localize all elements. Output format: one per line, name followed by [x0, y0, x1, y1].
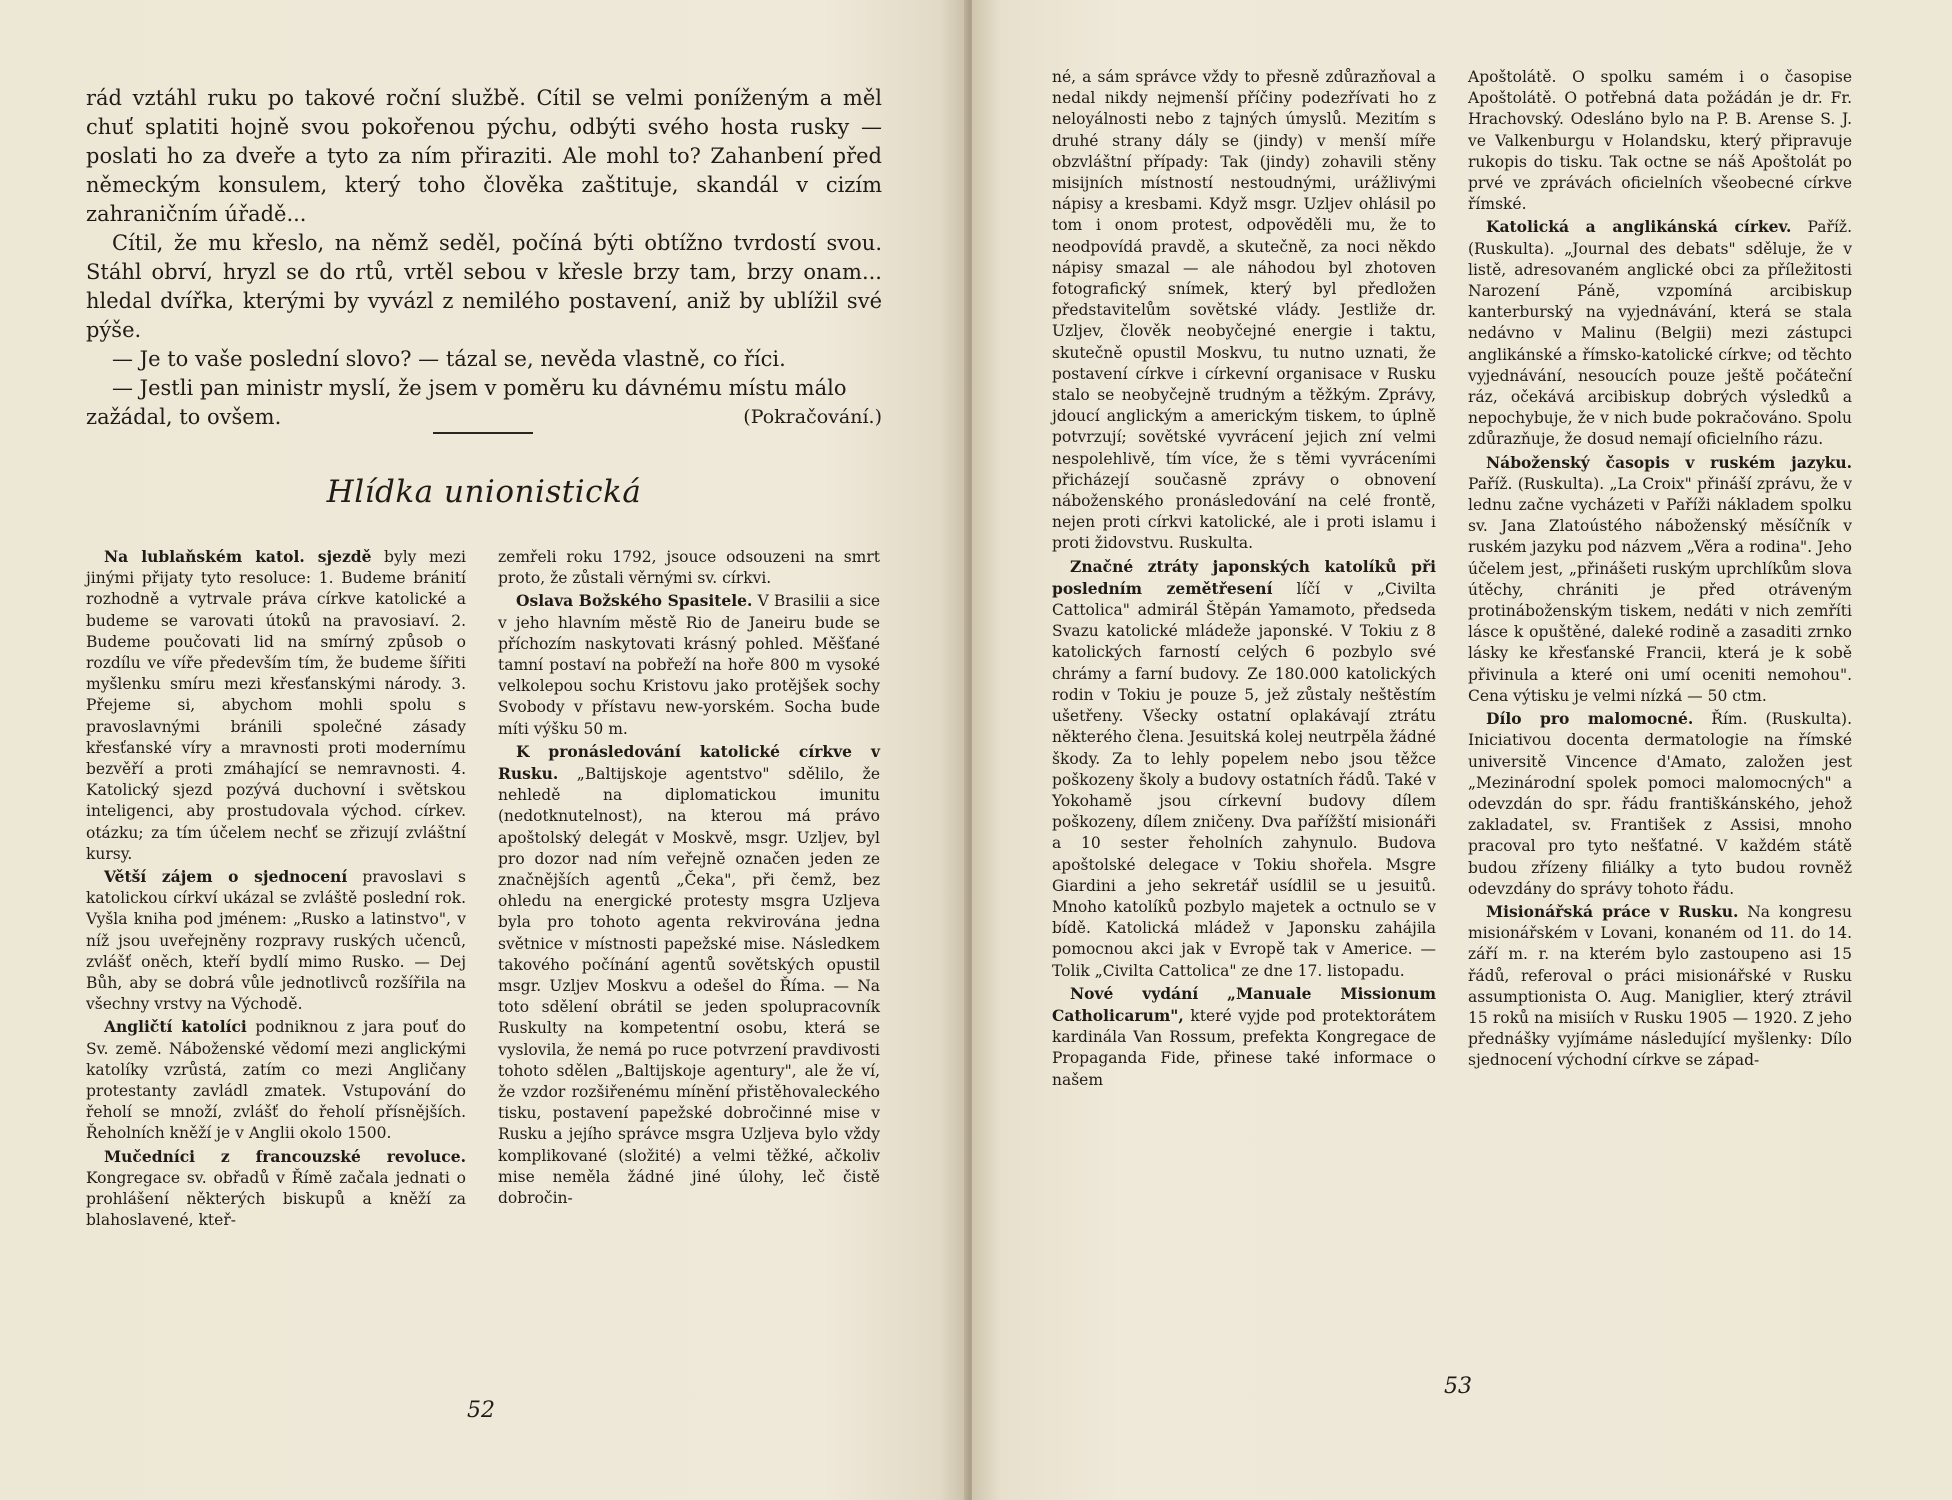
news-item	[86, 866, 466, 1015]
news-item	[1468, 216, 1852, 450]
news-text: zemřeli roku 1792, jsouce odsouzeni na smrt proto, že zůstali věrnými sv. církvi.	[498, 548, 880, 588]
news-lead: Značné ztráty japonských katolíků při posledním zemětřesení	[1052, 556, 1436, 598]
news-item	[498, 590, 880, 739]
news-text: podniknou z jara pouť do Sv. země. Náboženské vědomí mezi anglickými katolíky vzrůstá, zatím co mezi Angličany protestanty zavládl zmatek. Vstupování do řeholí se množí, zvlášť do řeholí přísnějších. Řeholních kněží je v Anglii okolo 1500.	[86, 1018, 466, 1143]
news-text: Paříž. (Ruskulta). „Journal des debats" sděluje, že v listě, adresovaném anglické obci za příležitosti Narození Páně, vzpomíná arcibiskup kanterburský na vyjednávání, která se stala nedávno v Malinu (Belgii) mezi zástupci anglikánské a římsko-katolické církve; od těchto vyjednávání, nesoucích pouze ještě počáteční ráz, očekává arcibiskup dobrých výsledků a nepochybuje, že v nich bude pokračováno. Spolu zdůrazňuje, že dosud nemají oficielního rázu.	[1468, 218, 1852, 449]
intro-text	[86, 84, 882, 429]
continued-note: (Pokračování.)	[743, 406, 882, 428]
news-lead: Mučedníci z francouzské revoluce.	[104, 1146, 466, 1166]
news-text: líčí v „Civilta Cattolica" admirál Štěpán Yamamoto, předseda Svazu katolické mládeže japonské. V Tokiu z 8 katolických farností celých 6 pozbylo své chrámy a farní budovy. Ze 180.000 katolických rodin v Tokiu je pouze 5, jež zůstaly neštěstím ušetřeny. Všecky ostatní oplakávají ztrátu některého člena. Jesuitská kolej neutrpěla žádné škody. Za to lehly popelem nebo jsou těžce poškozeny školy a budovy ostatních řádů. Také v Yokohamě jsou církevní budovy dílem poškozeny, dílem zničeny. Dva pařížští misionáři a 10 sester řeholních zahynulo. Budova apoštolské delegace v Tokiu shořela. Msgre Giardini a jeho sekretář usídlil se u jesuitů. Mnoho katolíků pozbylo majetek a octnulo se v bídě. Katolická mládež v Japonsku zahájila pomocnou akci jak v Evropě tak v Americe. — Tolik „Civilta Cattolica" ze dne 17. listopadu.	[1052, 579, 1437, 980]
news-text: Na kongresu misionářském v Lovani, konaném od 11. do 14. září m. r. na kterém bylo zastoupeno asi 15 řádů, referoval o práci misionářské v Rusku assumptionista O. Aug. Maniglier, který ztrávil 15 roků na misiích v Rusku 1905 — 1920. Z jeho přednášky vyjímáme následující myšlenky: Dílo sjednocení východní církve se západ-	[1468, 902, 1852, 1070]
news-item	[86, 1146, 466, 1232]
news-text: Řím. (Ruskulta). Iniciativou docenta dermatologie na římské universitě Vincence d'Amato, založen jest „Mezinárodní spolek pomoci malomocných" a odevzdán do spr. řádu františkánského, jehož zakladatel, sv. František z Assisi, mnoho pracoval pro tyto nešťatné. V každém státě budou zřízeny filiálky a tyto budou rovněž odevzdány do správy tohoto řádu.	[1468, 710, 1852, 898]
news-lead: Angličtí katolíci	[104, 1017, 247, 1037]
intro-paragraph: rád vztáhl ruku po takové roční službě. Cítil se velmi poníženým a měl chuť splatiti hojně svou pokořenou pýchu, odbýti svého hosta rusky — poslati ho za dveře a tyto za ním přiraziti. Ale mohl to? Zahanbení před německým konsulem, který toho člověka zaštituje, skandál v cizím zahraničním úřadě...	[86, 86, 882, 226]
news-lead: Dílo pro malomocné.	[1486, 709, 1694, 729]
news-text: V Brasilii a sice v jeho hlavním městě Rio de Janeiru bude se příchozím naskytovati krásný pohled. Měšťané tamní postaví na pobřeží na hoře 800 m vysoké velkolepou sochu Kristovu jako protějšek sochy Svobody v přístavu new-yorském. Socha bude míti výšku 50 m.	[498, 592, 880, 738]
news-item	[86, 1016, 466, 1144]
intro-paragraph: — Jestli pan ministr myslí, že jsem v poměru ku dávnému místu málo zažádal, to ovšem.	[86, 376, 847, 429]
news-lead: Na lublaňském katol. sjezdě	[104, 547, 372, 566]
news-item	[498, 546, 880, 589]
news-text: Kongregace sv. obřadů v Římě začala jednati o prohlášení některých biskupů a kněží za blahoslavené, kteř-	[86, 1168, 466, 1230]
news-item	[498, 741, 880, 1209]
news-lead: K pronásledování katolické církve v Rusku.	[498, 741, 880, 784]
section-divider	[433, 432, 533, 434]
news-item	[1468, 452, 1852, 707]
news-item	[1052, 66, 1436, 555]
news-lead: Oslava Božského Spasitele.	[516, 591, 753, 611]
news-lead: Nové vydání „Manuale Missionum Catholicarum",	[1052, 983, 1436, 1025]
news-lead: Větší zájem o sjednocení	[104, 867, 348, 887]
column-2	[498, 546, 880, 1368]
news-item	[1468, 708, 1852, 900]
news-text: pravoslavi s katolickou církví ukázal se zvláště poslední rok. Vyšla kniha pod jménem: „Rusko a latinstvo", v níž jsou uveřejněny rozpravy ruských učenců, zvlášť oněch, kteří bydlí mimo Rusko. — Dej Bůh, aby se dobrá vůle jednotlivců rozšířila na všechny vrstvy na Východě.	[86, 868, 466, 1014]
intro-paragraph: — Je to vaše poslední slovo? — tázal se, nevěda vlastně, co říci.	[112, 347, 786, 371]
column-1	[86, 546, 466, 1368]
news-text: „Baltijskoje agentstvo" sdělilo, že nehledě na diplomatickou imunitu (nedotknutelnost), na kterou má právo apoštolský delegát v Moskvě, msgr. Uzljev, byl pro dozor nad ním veřejně označen jeden ze značnějších agentů „Čeka", při čemž, bez ohledu na energické protesty msgra Uzljeva byla pro tohoto agenta rekvirována jedna světnice v místnosti papežské mise. Následkem takového počínání agentů sovětských opustil msgr. Uzljev Moskvu a odešel do Říma. — Na toto sdělení obrátil se jeden spolupracovník Ruskulty na kompetentní osobu, která se vyslovila, že nemá po ruce potvrzení pravdivosti tohoto sdělen „Baltijskoje agentury", ale že ví, že vzdor rozšiřenému mínění přistěhovaleckého tisku, postavení papežské dobročinné mise v Rusku a jejího správce msgra Uzljeva bylo vždy komplikované (složité) a velmi těžké, ačkoliv mise neměla žádné jiné úlohy, leč čistě dobročin-	[498, 765, 880, 1208]
intro-paragraph: Cítil, že mu křeslo, na němž seděl, počíná býti obtížno tvrdostí svou. Stáhl obrví, hryzl se do rtů, vrtěl sebou v křesle brzy tam, brzy onam... hledal dvířka, kterými by vyvázl z nemilého postavení, aniž by ublížil své pýše.	[86, 231, 882, 342]
page-number: 52	[467, 1398, 495, 1423]
news-text: Paříž. (Ruskulta). „La Croix" přináší zprávu, že v lednu začne vycházeti v Paříži nákladem spolku sv. Jana Zlatoústého náboženský měsíčník v ruském jazyku pod názvem „Věra a rodina". Jeho účelem jest, „přinášeti ruským uprchlíkům slova útěchy, chrániti je před otráveným protináboženským tiskem, nedáti v nich zemříti lásce k opuštěné, daleké rodině a zasaditi zrnko lásky ke křesťanské Francii, která je k sobě přivinula a které oni umí oceniti nemohou". Cena výtisku je velmi nízká — 50 ctm.	[1468, 474, 1852, 705]
news-text: Apoštolátě. O spolku samém i o časopise Apoštolátě. O potřebná data požádán je dr. Fr. Hrachovský. Odesláno bylo na P. B. Arense S. J. ve Valkenburgu v Holandsku, který připravuje rukopis do tisku. Tak octne se náš Apoštolát po prvé ve zprávách oficielních všeobecné církve římské.	[1468, 68, 1852, 214]
news-lead: Misionářská práce v Rusku.	[1486, 901, 1739, 921]
column-3	[1052, 66, 1436, 1366]
column-4	[1468, 66, 1852, 1366]
news-item	[1052, 983, 1436, 1091]
left-page	[0, 0, 968, 1500]
right-page	[972, 0, 1952, 1500]
news-text: byly mezi jinými přijaty tyto resoluce: 1. Budeme bránití rozhodně a vytrvale práva církve katolické a budeme se varovati útoků na pravosiaví. 2. Budeme poučovati lid na smírný způsob o rozdílu ve víře především tím, že budeme šířiti myšlenku smíru mezi křesťanskými národy. 3. Přejeme si, abychom mohli spolu s pravoslavnými bránili společné zásady křesťanské víry a mravnosti proti modernímu bezvěří a proti zmáhající se nemravnosti. 4. Katolický sjezd pozývá duchovní i světskou inteligenci, aby prostudovala východ. církev. otázku; za tím účelem nechť se zřizují zvláštní kursy.	[86, 548, 466, 863]
news-item	[86, 546, 466, 865]
news-text: né, a sám správce vždy to přesně zdůrazňoval a nedal nikdy nejmenší příčiny podezřívati ho z neloyálnosti nebo z tajných úmyslů. Mezitím s druhé strany dály se (jindy) v menší míře obzvláštní případy: Tak (jindy) zohavili stěny misijních místností nestoudnými, urážlivými nápisy a kresbami. Když msgr. Uzljev ohlásil po tom i onom protest, odpověděli mu, že to neodpovídá pravdě, a skutečně, za noci někdo nápisy smazal — ale náhodou byl zhotoven fotografický snímek, který byl předložen představitelům sovětské vlády. Jestliže dr. Uzljev, člověk neobyčejné energie i taktu, skutečně opustil Moskvu, tu nutno uznati, že postavení církve i církevní organisace v Rusku stalo se neobyčejně trudným a těžkým. Zprávy, jdoucí anglickým a americkým tiskem, to úplně potvrzují; sovětské vyvrácení jejich zní velmi nespolehlivě, tím více, že s těmi vyvráceními přicházejí současně zprávy o obnovení náboženského pronásledování na celé frontě, nejen proti církvi katolické, ale i proti islamu i proti židovstvu. Ruskulta.	[1052, 68, 1436, 553]
section-heading: Hlídka unionistická	[326, 474, 642, 510]
news-lead: Náboženský časopis v ruském jazyku.	[1486, 452, 1852, 472]
news-item	[1052, 556, 1436, 982]
news-item	[1468, 66, 1852, 215]
news-text: které vyjde pod protektorátem kardinála Van Rossum, prefekta Kongregace de Propaganda Fide, přinese také informace o našem	[1052, 1006, 1436, 1089]
news-item	[1468, 901, 1852, 1072]
page-number: 53	[1444, 1374, 1472, 1399]
news-lead: Katolická a anglikánská církev.	[1486, 217, 1792, 237]
